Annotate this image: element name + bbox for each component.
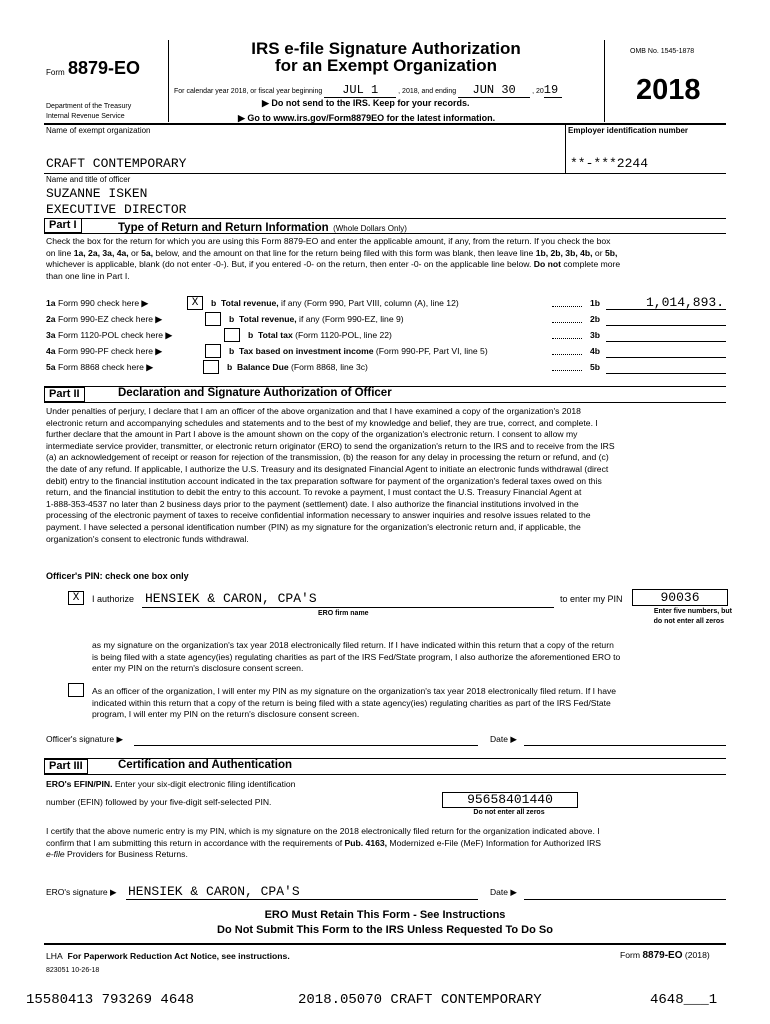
part3-label: Part III [44, 759, 88, 774]
org-name-value[interactable]: CRAFT CONTEMPORARY [46, 156, 187, 171]
line-5a-label: 5a Form 8868 check here ▶ [46, 362, 153, 372]
efin-pin-field[interactable]: 95658401440 [442, 792, 578, 808]
authorize-ero-checkbox[interactable]: X [68, 591, 84, 605]
calendar-prefix: For calendar year 2018, or fiscal year beginning [174, 88, 323, 95]
officer-pin-heading: Officer's PIN: check one box only [46, 571, 189, 581]
option2-text: As an officer of the organization, I will enter my PIN as my signature on the organization's tax year 2018 electronically filed return. If I have indicated within this return that a copy of the return is being filed with a state agency(ies) regulating charities as part of the IRS Fed/State program, I will enter my PIN on the return's disclosure consent screen. [92, 686, 617, 720]
officer-signature-label: Officer's signature ▶ [46, 734, 123, 744]
part1-intro [46, 236, 726, 282]
part1-intro-line1: Check the box for the return for which you are using this Form 8879-EO and enter the applicable amount, if any, from the return. If you check the box [46, 236, 611, 246]
line-3b-number: 3b [590, 330, 601, 340]
line-4a-label: 4a Form 990-PF check here ▶ [46, 346, 162, 356]
omb-number: OMB No. 1545-1878 [630, 48, 695, 55]
ero-signature-value[interactable]: HENSIEK & CARON, CPA'S [128, 884, 300, 899]
calendar-line [174, 83, 562, 98]
part1-title: Type of Return and Return Information [118, 222, 329, 234]
ero-firm-label: ERO firm name [318, 610, 369, 617]
part1-title-note: (Whole Dollars Only) [333, 224, 407, 233]
footer-form-id: Form 8879-EO (2018) [620, 950, 710, 961]
line-3a-checkbox[interactable] [224, 328, 240, 342]
efin-text-1: ERO's EFIN/PIN. Enter your six-digit electronic filing identification [46, 779, 296, 789]
line-2a-label: 2a Form 990-EZ check here ▶ [46, 314, 162, 324]
form-title-1: IRS e-file Signature Authorization [251, 39, 521, 58]
officer-date-label: Date ▶ [490, 734, 517, 744]
officer-signature-line[interactable] [134, 745, 478, 746]
pin-note-2: do not enter all zeros [653, 618, 724, 625]
line-2a-checkbox[interactable] [205, 312, 221, 326]
certification-text: I certify that the above numeric entry is my PIN, which is my signature on the 2018 electronically filed return for the organization indicated above. I confirm that I am submitting this return in accordance with the requirements of Pub. 4163, Modernized e-File (MeF) Information for Authorized IRS e-file Providers for Business Returns. [46, 826, 602, 860]
part1-intro-line2: on line 1a, 2a, 3a, 4a, or 5a, below, and the amount on that line for the return being filed with this form was blank, then leave line 1b, 2b, 3b, 4b, or 5b, [46, 247, 618, 258]
ein-value[interactable]: **-***2244 [570, 156, 649, 171]
footer-code: 823051 10-26-18 [46, 967, 100, 974]
line-4b-number: 4b [590, 346, 601, 356]
ero-firm-name[interactable]: HENSIEK & CARON, CPA'S [145, 591, 317, 606]
line-4a-checkbox[interactable] [205, 344, 221, 358]
part1-label: Part I [44, 218, 82, 233]
retain-notice-1: ERO Must Retain This Form - See Instructions [264, 909, 506, 921]
ero-date-label: Date ▶ [490, 887, 517, 897]
retain-notice-2: Do Not Submit This Form to the IRS Unless Requested To Do So [217, 924, 553, 936]
part2-title: Declaration and Signature Authorization of Officer [118, 387, 392, 399]
irs-url-instruction: ▶ Go to www.irs.gov/Form8879EO for the latest information. [238, 113, 496, 123]
line-5a-checkbox[interactable] [203, 360, 219, 374]
officer-pin-field[interactable]: 90036 [632, 589, 728, 606]
line-5b-number: 5b [590, 362, 601, 372]
org-name-label: Name of exempt organization [46, 126, 151, 135]
barcode-left: 15580413 793269 4648 [26, 992, 195, 1008]
line-3b-description: b Total tax (Form 1120-POL, line 22) [248, 330, 392, 340]
line-1b-description: b Total revenue, if any (Form 990, Part VIII, column (A), line 12) [211, 298, 459, 308]
fiscal-year-begin[interactable]: JUL 1 [324, 83, 396, 98]
pra-notice: LHA For Paperwork Reduction Act Notice, see instructions. [46, 951, 290, 961]
to-enter-pin-label: to enter my PIN [560, 594, 623, 604]
efin-note: Do not enter all zeros [473, 809, 545, 816]
do-not-send: ▶ Do not send to the IRS. Keep for your records. [262, 98, 470, 108]
officer-label: Name and title of officer [46, 175, 131, 184]
part1-intro-line4: than one line in Part I. [46, 270, 130, 281]
part2-declaration: Under penalties of perjury, I declare that I am an officer of the above organization and that I have examined a copy of the organization's 2018 electronic return and accompanying schedules and statements and to the best of my knowledge and belief, they are true, correct, and complete. I further declare that the amount in Part I above is the amount shown on the copy of the organization's electronic return. I consent to allow my intermediate service provider, transmitter, or electronic return originator (ERO) to send the organization's return to the IRS and to receive from the IRS (a) an acknowledgement of receipt or reason for rejection of the transmission, (b) the reason for any delay in processing the return or refund, and (c) the date of any refund. If applicable, I authorize the U.S. Treasury and its designated Financial Agent to initiate an electronic funds withdrawal (direct debit) entry to the financial institution account indicated in the tax preparation software for payment of the organization's federal taxes owed on this return, and the financial institution to debit the entry to this account. To revoke a payment, I must contact the U.S. Treasury Financial Agent at 1-888-353-4537 no later than 2 business days prior to the payment (settlement) date. I also authorize the financial institutions involved in the processing of the electronic payment of taxes to receive confidential information necessary to answer inquiries and resolve issues related to the payment. I have selected a personal identification number (PIN) as my signature for the organization's electronic return and, if applicable, the organization's consent to electronic funds withdrawal. [46, 406, 615, 544]
form-title-2: for an Exempt Organization [275, 56, 497, 75]
barcode-right: 4648___1 [650, 992, 718, 1008]
end-year[interactable]: 19 [544, 83, 562, 98]
line-2b-number: 2b [590, 314, 601, 324]
line-1b-number: 1b [590, 298, 601, 308]
calendar-mid: , 2018, and ending [398, 88, 457, 95]
part2-label: Part II [44, 387, 85, 402]
line-3a-label: 3a Form 1120-POL check here ▶ [46, 330, 173, 340]
tax-year: 2018 [636, 74, 701, 106]
authorize-prefix: I authorize [92, 594, 135, 604]
pin-note-1: Enter five numbers, but [653, 608, 732, 615]
barcode-middle: 2018.05070 CRAFT CONTEMPORARY [298, 992, 542, 1008]
ero-date-line[interactable] [524, 899, 726, 900]
fiscal-year-end[interactable]: JUN 30 [458, 83, 530, 98]
dept-treasury: Department of the Treasury [46, 103, 132, 110]
line-1a-label: 1a Form 990 check here ▶ [46, 298, 149, 308]
officer-name[interactable]: SUZANNE ISKEN [46, 186, 148, 201]
form-number: 8879-EO [68, 58, 141, 78]
part1-intro-line3: whichever is applicable, blank (do not enter -0-). But, if you entered -0- on the return, then enter -0- on the applicable line below. Do not complete more [46, 259, 621, 270]
part3-title: Certification and Authentication [118, 759, 292, 771]
form-prefix: Form [46, 68, 65, 77]
irs-line: Internal Revenue Service [46, 113, 125, 120]
line-4b-description: b Tax based on investment income (Form 990-PF, Part VI, line 5) [229, 346, 488, 356]
officer-enter-pin-checkbox[interactable] [68, 683, 84, 697]
ein-label: Employer identification number [568, 126, 689, 135]
option1-text: as my signature on the organization's tax year 2018 electronically filed return. If I have indicated within this return that a copy of the return is being filed with a state agency(ies) regulating charities as part of the IRS Fed/State program, I also authorize the aforementioned ERO to enter my PIN on the return's disclosure consent screen. [92, 640, 621, 674]
officer-title[interactable]: EXECUTIVE DIRECTOR [46, 202, 187, 217]
line-2b-description: b Total revenue, if any (Form 990-EZ, line 9) [229, 314, 404, 324]
line-1b-amount[interactable]: 1,014,893. [645, 295, 724, 310]
end-prefix: , 20 [532, 88, 544, 95]
line-1a-checkbox[interactable]: X [187, 296, 203, 310]
officer-date-line[interactable] [524, 745, 726, 746]
ero-signature-label: ERO's signature ▶ [46, 887, 117, 897]
line-5b-description: b Balance Due (Form 8868, line 3c) [227, 362, 368, 372]
efin-text-2: number (EFIN) followed by your five-digit self-selected PIN. [46, 797, 272, 807]
